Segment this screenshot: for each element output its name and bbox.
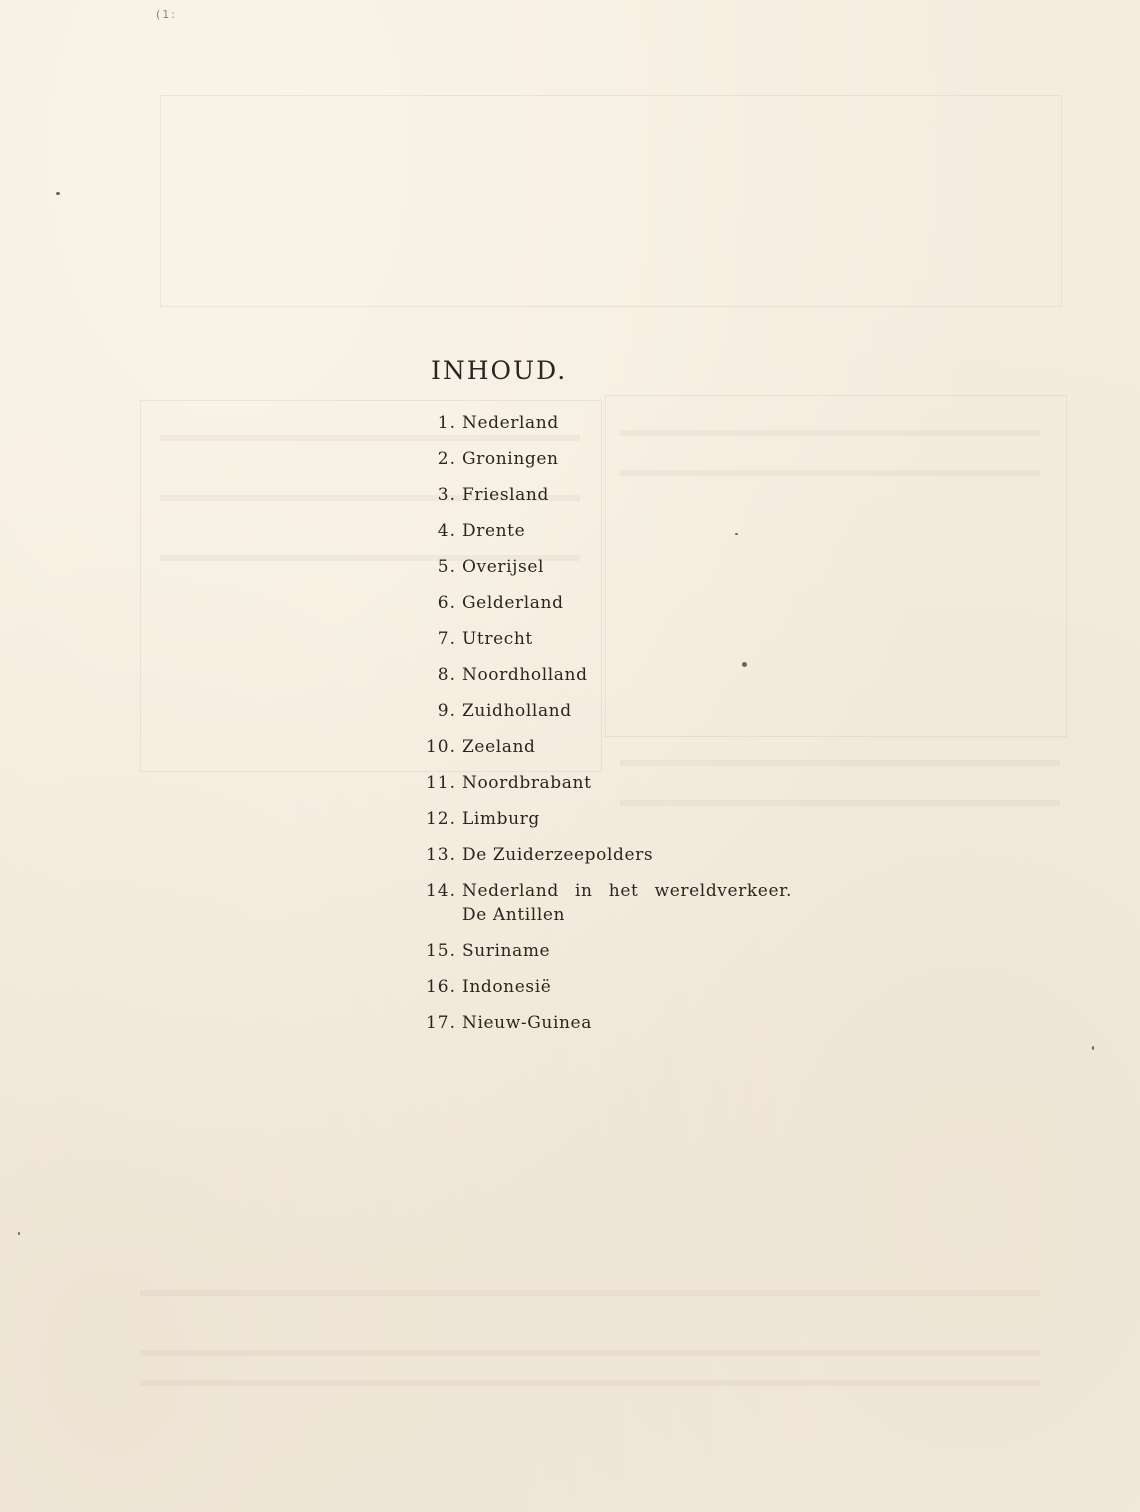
toc-label: Noordbrabant bbox=[462, 773, 592, 793]
toc-label: Nederland bbox=[462, 413, 559, 433]
toc-label: Drente bbox=[462, 521, 526, 541]
toc-item bbox=[420, 879, 790, 927]
toc-item bbox=[420, 447, 790, 471]
page-title: INHOUD. bbox=[431, 356, 568, 385]
show-through-line bbox=[140, 1290, 1040, 1296]
toc-label: Zeeland bbox=[462, 737, 536, 757]
paper-speck bbox=[1092, 1046, 1094, 1050]
toc-label: Limburg bbox=[462, 809, 540, 829]
toc-label: Friesland bbox=[462, 485, 549, 505]
paper-speck bbox=[18, 1232, 20, 1235]
toc-label: Nieuw-Guinea bbox=[462, 1013, 592, 1033]
toc-number: 14. bbox=[425, 881, 456, 901]
show-through-frame-top bbox=[160, 95, 1062, 307]
toc-label-continuation: De Antillen bbox=[462, 905, 566, 925]
toc-number: 7. bbox=[437, 629, 456, 649]
toc-number: 16. bbox=[425, 977, 456, 997]
toc-label: Utrecht bbox=[462, 629, 533, 649]
toc-item bbox=[420, 735, 790, 759]
toc-number: 12. bbox=[425, 809, 456, 829]
toc-item bbox=[420, 699, 790, 723]
toc-item bbox=[420, 411, 790, 435]
toc-item bbox=[420, 1011, 790, 1035]
toc-item bbox=[420, 663, 790, 687]
toc-number: 10. bbox=[425, 737, 456, 757]
toc-label: Indonesië bbox=[462, 977, 552, 997]
toc-item bbox=[420, 843, 790, 867]
toc-label: Noordholland bbox=[462, 665, 588, 685]
toc-number: 3. bbox=[437, 485, 456, 505]
toc-number: 4. bbox=[437, 521, 456, 541]
toc-number: 1. bbox=[437, 413, 456, 433]
pencil-note: (1: bbox=[156, 8, 177, 21]
toc-item bbox=[420, 555, 790, 579]
toc-item bbox=[420, 627, 790, 651]
toc-item bbox=[420, 483, 790, 507]
toc-item bbox=[420, 807, 790, 831]
toc-item bbox=[420, 771, 790, 795]
toc-number: 15. bbox=[425, 941, 456, 961]
table-of-contents bbox=[420, 411, 790, 1047]
toc-label: Zuidholland bbox=[462, 701, 572, 721]
toc-label: Groningen bbox=[462, 449, 559, 469]
paper-speck bbox=[56, 192, 60, 195]
toc-item bbox=[420, 975, 790, 999]
toc-number: 6. bbox=[437, 593, 456, 613]
toc-item bbox=[420, 519, 790, 543]
toc-label: De Zuiderzeepolders bbox=[462, 845, 654, 865]
toc-item bbox=[420, 939, 790, 963]
toc-number: 5. bbox=[437, 557, 456, 577]
toc-number: 9. bbox=[437, 701, 456, 721]
toc-label: Nederland in het wereldverkeer. bbox=[462, 881, 792, 901]
toc-number: 11. bbox=[425, 773, 456, 793]
toc-label: Suriname bbox=[462, 941, 551, 961]
toc-number: 8. bbox=[437, 665, 456, 685]
show-through-line bbox=[140, 1380, 1040, 1386]
show-through-line bbox=[140, 1350, 1040, 1356]
toc-number: 17. bbox=[425, 1013, 456, 1033]
toc-item bbox=[420, 591, 790, 615]
toc-label: Gelderland bbox=[462, 593, 564, 613]
toc-number: 13. bbox=[425, 845, 456, 865]
toc-number: 2. bbox=[437, 449, 456, 469]
toc-label: Overijsel bbox=[462, 557, 545, 577]
